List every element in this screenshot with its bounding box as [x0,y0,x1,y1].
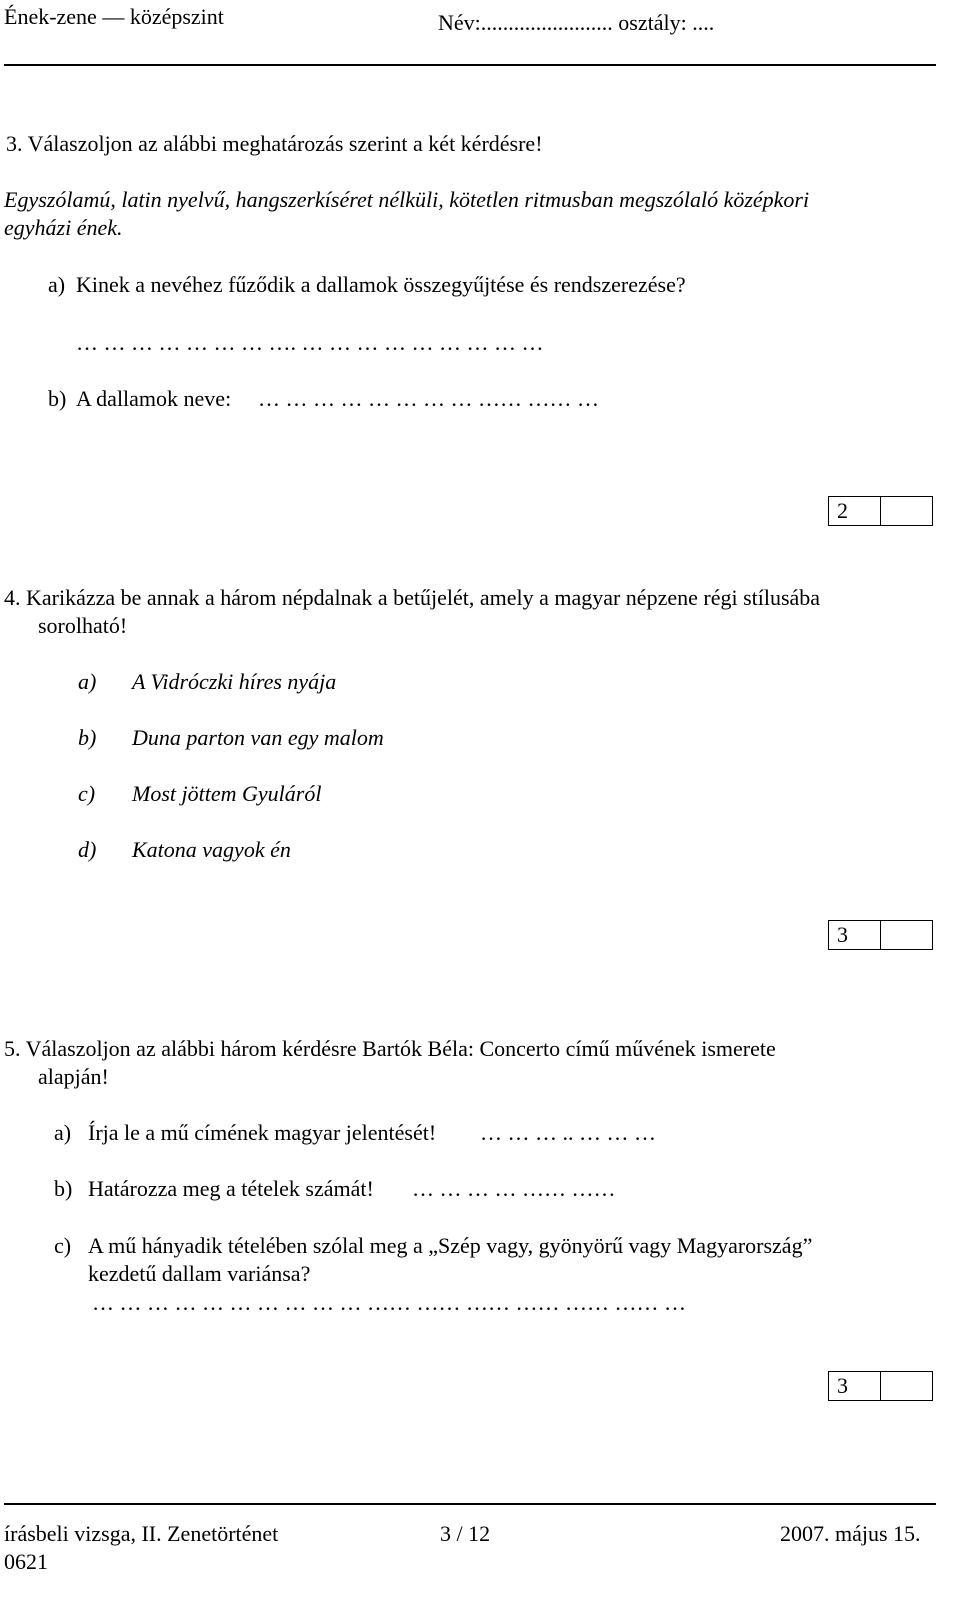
q3a-label: a) [48,272,66,297]
header-name-class: Név:........................ osztály: .... [438,10,715,35]
q3-points-earned[interactable] [881,497,932,525]
q3-definition-line2: egyházi ének. [4,215,123,240]
q5b-answer-line[interactable]: … … … … …… …… [412,1176,616,1201]
q5c-label: c) [54,1233,72,1258]
q3b-question: A dallamok neve: [76,386,232,411]
q5c-question-line2: kezdetű dallam variánsa? [88,1261,311,1286]
q4-title-line1: 4. Karikázza be annak a három népdalnak a betűjelét, amely a magyar népzene régi stílusába [4,585,821,610]
q4-option-c-text: Most jöttem Gyuláról [132,781,322,806]
q5b-label: b) [54,1176,73,1201]
q3-max-points: 2 [829,497,881,525]
header-left: Ének-zene — középszint [4,4,224,29]
q5-points-earned[interactable] [881,1372,932,1400]
q5a-label: a) [54,1120,72,1145]
q4-title-line2: sorolható! [38,613,128,638]
q4-points-earned[interactable] [881,921,932,949]
footer-date: 2007. május 15. [780,1521,921,1546]
q3a-question: Kinek a nevéhez fűződik a dallamok összegyűjtése és rendszerezése? [76,272,686,297]
q3a-answer-line[interactable]: … … … … … … … …. … … … … … … … … … [76,330,544,355]
header-rule [4,64,936,66]
q4-option-b-label[interactable]: b) [78,725,97,750]
q3b-answer-line[interactable]: … … … … … … … … …… …… … [258,386,599,411]
q4-option-a-label[interactable]: a) [78,669,97,694]
q5b-question: Határozza meg a tételek számát! [88,1176,374,1201]
q3-title: 3. Válaszoljon az alábbi meghatározás szerint a két kérdésre! [6,131,543,156]
q4-option-c-label[interactable]: c) [78,781,96,806]
q5a-answer-line[interactable]: … … … .. … … … [480,1120,656,1145]
footer-exam-name: írásbeli vizsga, II. Zenetörténet [4,1521,279,1546]
q5-title-line2: alapján! [38,1064,109,1089]
q4-option-a-text: A Vidróczki híres nyája [132,669,337,694]
q3-definition-line1: Egyszólamú, latin nyelvű, hangszerkíséret nélküli, kötetlen ritmusban megszólaló középkori [4,187,810,212]
q5-score-box [828,1371,933,1401]
q5c-question-line1: A mű hányadik tételében szólal meg a „Szép vagy, gyönyörű vagy Magyarország” [88,1233,813,1258]
footer-code: 0621 [4,1549,48,1574]
q3b-label: b) [48,386,67,411]
q4-option-b-text: Duna parton van egy malom [132,725,384,750]
q3-score-box [828,496,933,526]
q4-option-d-text: Katona vagyok én [132,837,291,862]
footer-rule [4,1503,936,1505]
q5a-question: Írja le a mű címének magyar jelentését! [88,1120,437,1145]
q5-max-points: 3 [829,1372,881,1400]
q4-option-d-label[interactable]: d) [78,837,97,862]
q4-score-box [828,920,933,950]
footer-page-number: 3 / 12 [440,1521,491,1546]
q5-title-line1: 5. Válaszoljon az alábbi három kérdésre Bartók Béla: Concerto című művének ismerete [4,1036,776,1061]
q5c-answer-line[interactable]: … … … … … … … … … … …… …… …… …… …… …… … [92,1290,686,1315]
q4-max-points: 3 [829,921,881,949]
